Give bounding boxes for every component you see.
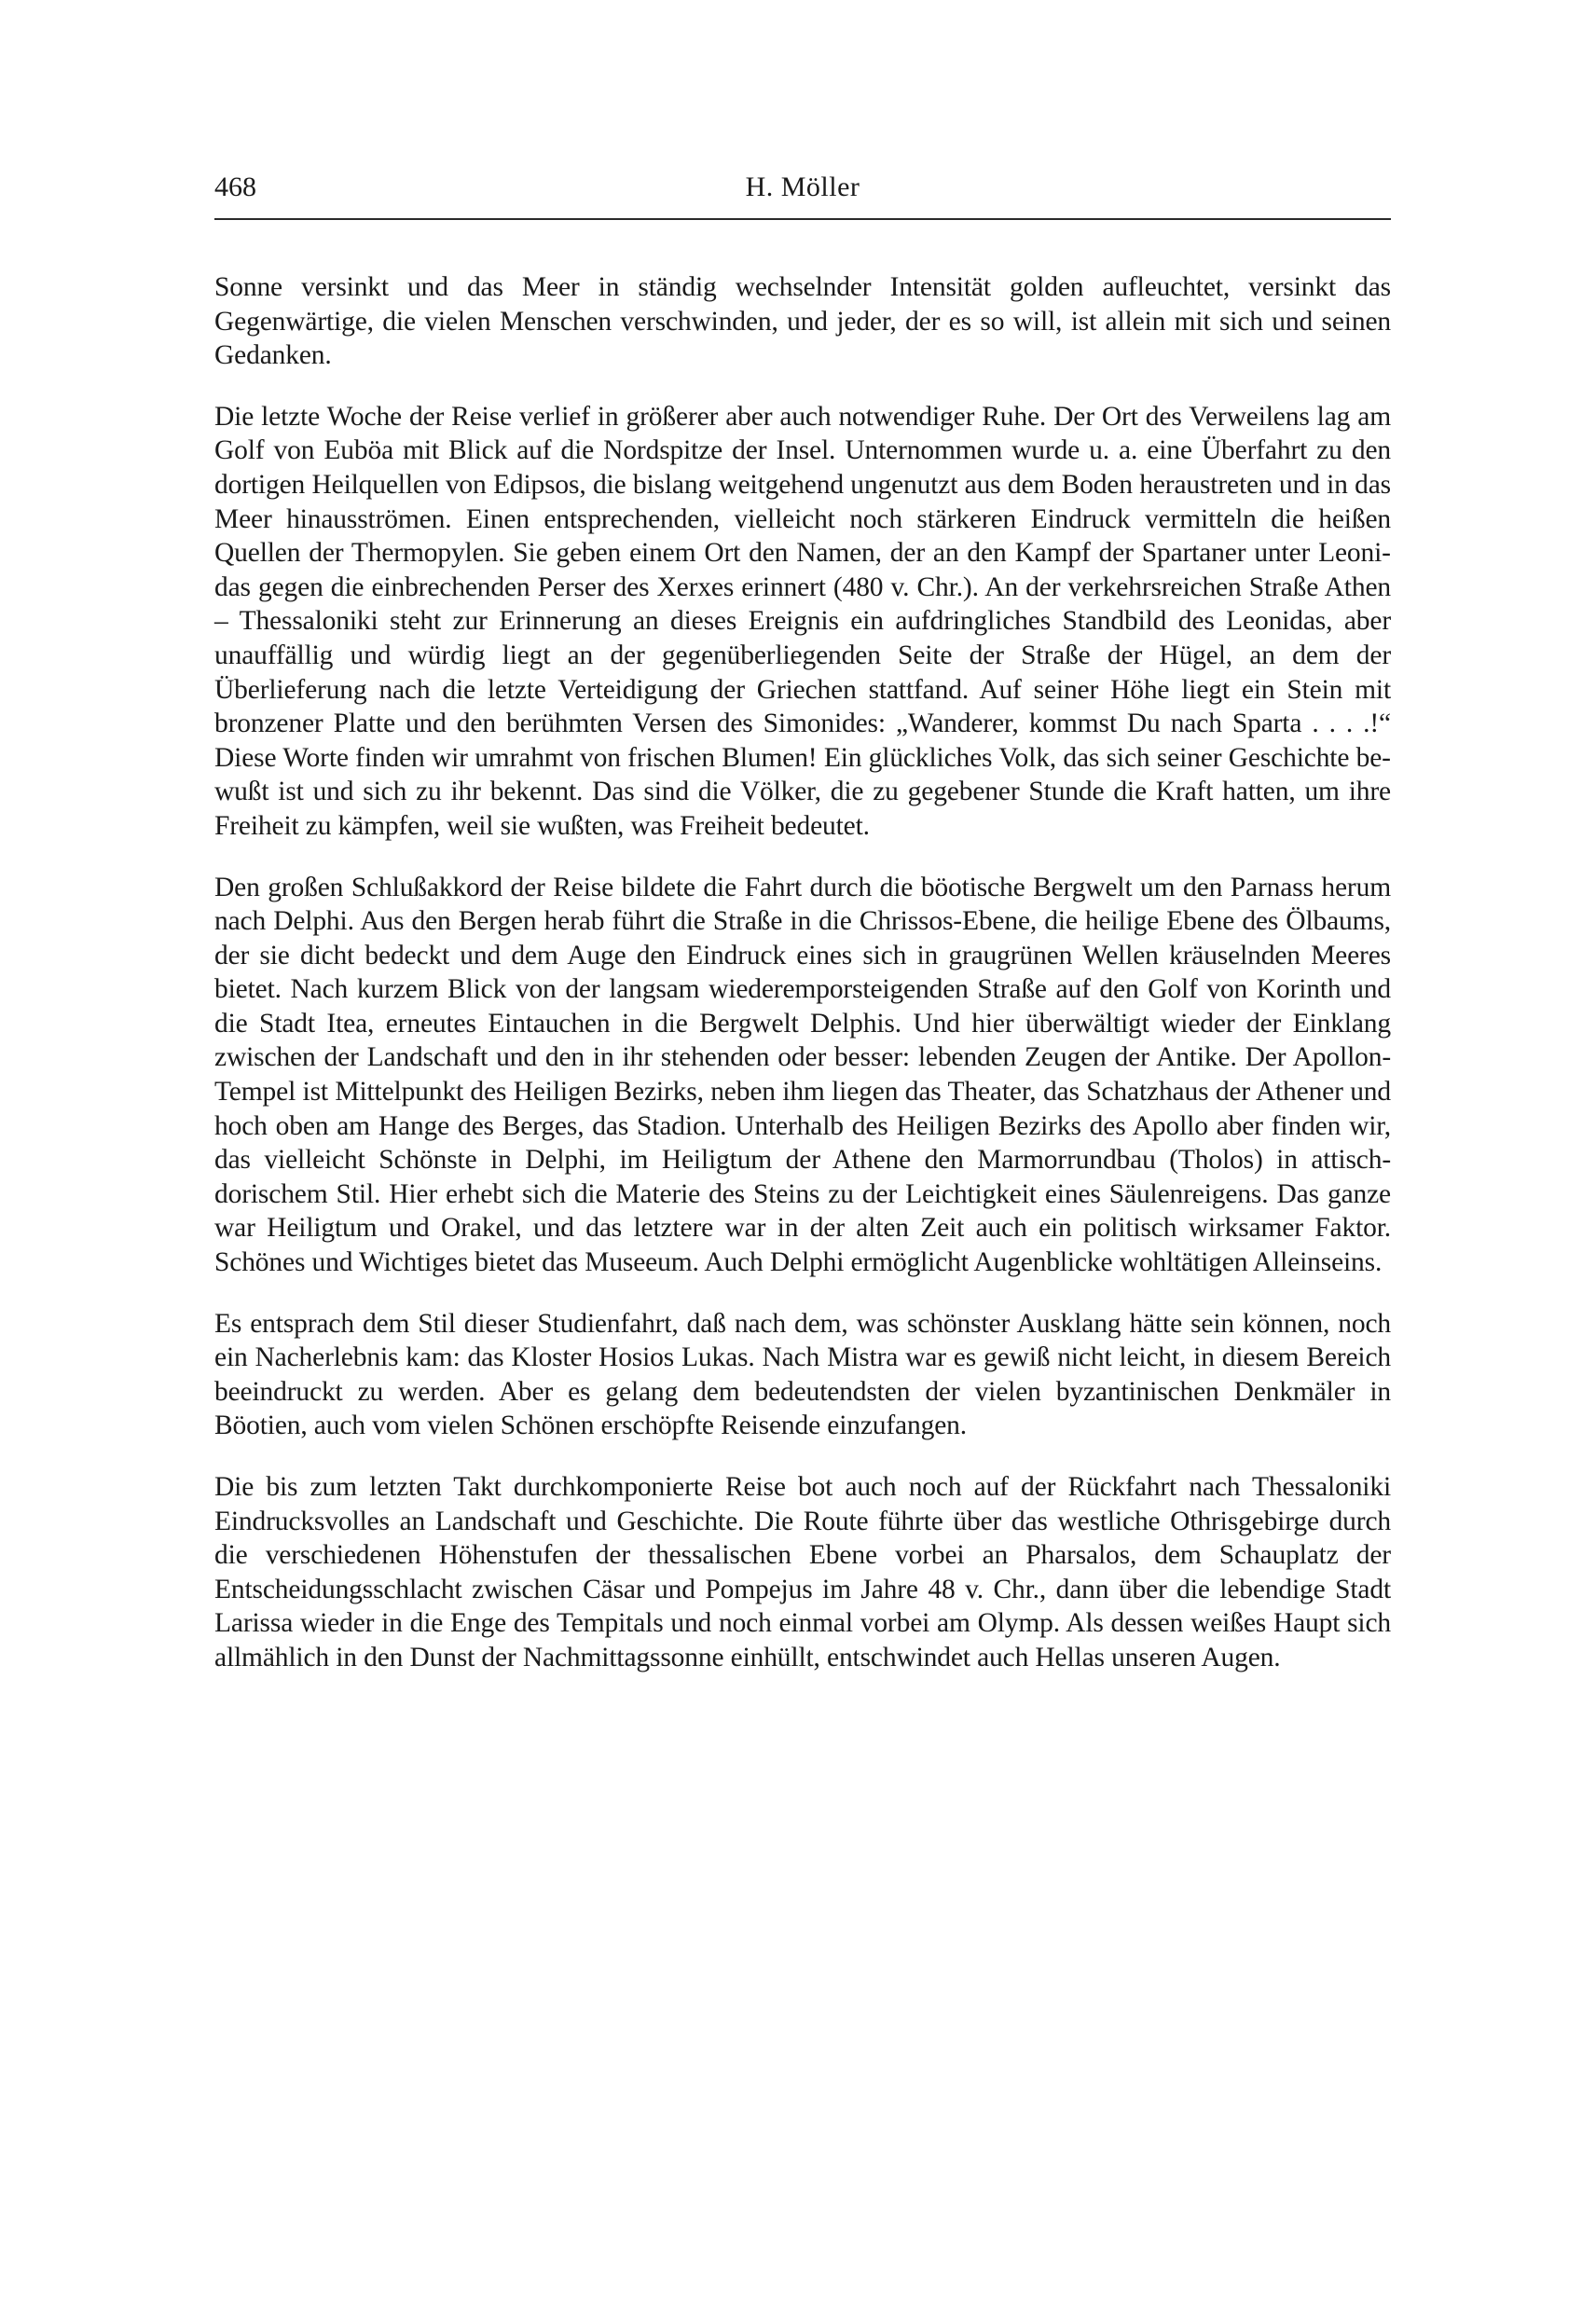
running-title: H. Möller (745, 172, 860, 202)
paragraph: Die bis zum letzten Takt durchkomponierte Reise bot auch noch auf der Rückfahrt nach Thessaloniki Eindrucksvolles an Landschaft und Geschichte. Die Route führte über das westliche Othrisgebirge durch die verschiedenen Höhenstufen der thessalischen Ebene vorbei an Pharsalos, dem Schauplatz der Entscheidungsschlacht zwischen Cäsar und Pompejus im Jahre 48 v. Chr., dann über die lebendige Stadt Larissa wieder in die Enge des Tempitals und noch einmal vorbei am Olymp. Als dessen weißes Haupt sich allmählich in den Dunst der Nachmittagssonne einhüllt, entschwindet auch Hellas unseren Augen. (214, 1472, 1391, 1672)
text-body (214, 270, 1391, 1675)
document-page (214, 166, 1391, 1675)
paragraph: Den großen Schlußakkord der Reise bildete die Fahrt durch die böotische Bergwelt um den Parnass herum nach Delphi. Aus den Bergen herab führt die Straße in die Chrissos-Ebene, die heilige Ebene des Ölbaums, der sie dicht bedeckt und dem Auge den Eindruck eines sich in graugrünen Wellen kräuselnden Meeres bietet. Nach kurzem Blick von der langsam wiederemporsteigenden Straße auf den Golf von Korinth und die Stadt Itea, erneutes Eintauchen in die Bergwelt Delphis. Und hier überwältigt wieder der Einklang zwischen der Landschaft und den in ihr stehenden oder besser: lebenden Zeugen der Antike. Der Apollon-Tempel ist Mittelpunkt des Heiligen Bezirks, neben ihm liegen das Theater, das Schatzhaus der Athener und hoch oben am Hange des Berges, das Stadion. Unterhalb des Heiligen Bezirks des Apollo aber finden wir, das vielleicht Schönste in Delphi, im Heiligtum der Athene den Marmorrundbau (Tholos) in attisch-dorischem Stil. Hier erhebt sich die Materie des Steins zu der Leichtigkeit eines Säulenreigens. Das ganze war Heiligtum und Orakel, und das letztere war in der alten Zeit auch ein politisch wirksamer Faktor. Schönes und Wichtiges bietet das Museeum. Auch Delphi ermöglicht Augenblicke wohltätigen Alleinseins. (214, 872, 1391, 1278)
header-rule (214, 218, 1391, 220)
paragraph: Die letzte Woche der Reise verlief in größerer aber auch notwendiger Ruhe. Der Ort des Verweilens lag am Golf von Euböa mit Blick auf die Nordspitze der Insel. Unternommen wurde u. a. eine Überfahrt zu den dortigen Heilquellen von Edipsos, die bislang weitgehend ungenutzt aus dem Boden heraustreten und in das Meer hinausströmen. Einen entsprechenden, vielleicht noch stärkeren Eindruck vermitteln die heißen Quellen der Thermopylen. Sie geben einem Ort den Namen, der an den Kampf der Spartaner unter Leonidas gegen die einbrechenden Perser des Xerxes erinnert (480 v. Chr.). An der verkehrsreichen Straße Athen – Thessaloniki steht zur Erinnerung an dieses Ereignis ein aufdringliches Standbild des Leonidas, aber unauffällig und würdig liegt an der gegenüberliegenden Seite der Straße der Hügel, an dem der Überlieferung nach die letzte Verteidigung der Griechen stattfand. Auf seiner Höhe liegt ein Stein mit bronzener Platte und den berühmten Versen des Simonides: „Wanderer, kommst Du nach Sparta . . . .!“ Diese Worte finden wir umrahmt von frischen Blumen! Ein glückliches Volk, das sich seiner Geschichte bewußt ist und sich zu ihr bekennt. Das sind die Völker, die zu gegebener Stunde die Kraft hatten, um ihre Freiheit zu kämpfen, weil sie wußten, was Freiheit bedeutet. (214, 401, 1391, 841)
page-number: 468 (214, 172, 256, 202)
running-header (214, 166, 1391, 209)
paragraph: Sonne versinkt und das Meer in ständig wechselnder Intensität golden aufleuchtet, versinkt das Gegenwärtige, die vielen Menschen verschwinden, und jeder, der es so will, ist allein mit sich und seinen Gedanken. (214, 272, 1391, 371)
paragraph: Es entsprach dem Stil dieser Studienfahrt, daß nach dem, was schönster Ausklang hätte sein können, noch ein Nacherlebnis kam: das Kloster Hosios Lukas. Nach Mistra war es gewiß nicht leicht, in diesem Bereich beeindruckt zu werden. Aber es gelang dem bedeutendsten der vielen byzantinischen Denkmäler in Böotien, auch vom vielen Schönen erschöpfte Reisende einzufangen. (214, 1308, 1391, 1441)
